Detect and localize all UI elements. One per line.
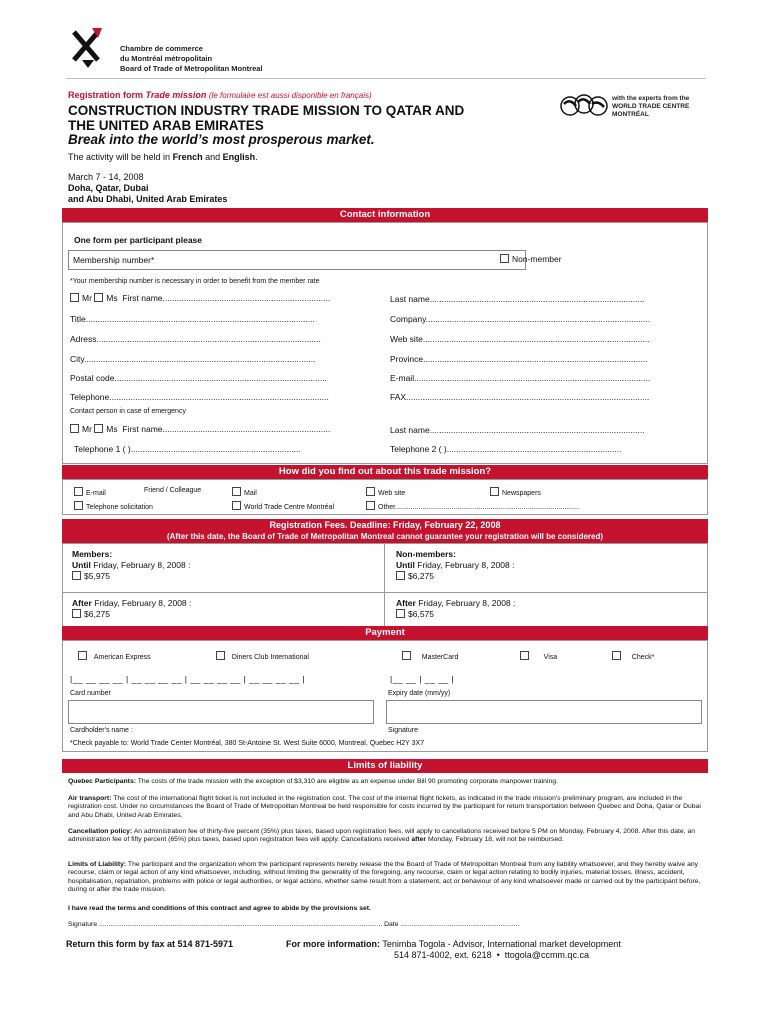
liab-label: Limits of Liability: [68,861,127,868]
membership-label: Membership number* [73,255,155,265]
lang-end: . [255,152,258,162]
address-field[interactable]: Adress............................................................................................... [70,334,321,344]
page-title: CONSTRUCTION INDUSTRY TRADE MISSION TO QATAR AND THE UNITED ARAB EMIRATES [68,103,465,133]
ccmm-logo [68,26,328,78]
members-after-col [72,598,191,620]
newspapers-checkbox[interactable] [490,487,499,496]
nonmembers-early-option[interactable] [396,571,514,582]
until-date: Friday, February 8, 2008 : [93,560,191,570]
ms-label: Ms [106,293,118,303]
page-subtitle: Break into the world’s most prosperous market. [68,132,375,147]
company-field[interactable]: Company............................................................................................... [390,314,651,324]
quebec-participants-para [68,778,704,786]
pay-visa[interactable] [520,651,557,661]
mr-checkbox[interactable] [70,293,79,302]
opt-mail-label: Mail [244,490,257,497]
ms-label-2: Ms [106,424,118,434]
contact-line [394,950,589,960]
mail-checkbox[interactable] [232,487,241,496]
emergency-last-name-field[interactable]: Last name........................................................................................... [390,425,645,435]
header-rule [66,78,706,79]
more-info-text: Tenimba Togola - Advisor, International market development [382,939,621,949]
globe-icon [560,92,608,118]
opt-email-label: E-mail [86,490,106,497]
members-early-checkbox[interactable] [72,571,81,580]
pay-mastercard[interactable] [402,651,458,661]
card-number-field[interactable]: |__ __ __ __ | __ __ __ __ | __ __ __ __ | __ __ __ __ | [70,674,306,684]
one-form-note: One form per participant please [74,235,203,245]
last-name-field[interactable]: Last name........................................................................................... [390,294,645,304]
expiry-field[interactable]: |__ __ | __ __ | [390,674,455,684]
air-text: The cost of the international flight ticket is not included in the registration cost. The cost of the internal flight tickets, as indicated in the trade mission's preliminary program, are included in the registration cost. Under no circumstances the Board of Trade of Metropolitan Montreal be held responsible for costs incurred by the participant for return transportation between Quebec and Doha, Qatar or Dubai and Abu Dhabi, United Arab Emirates. [68,795,701,819]
cardholder-label: Cardholder's name : [70,727,133,734]
pay-check[interactable] [612,651,654,661]
emergency-first-name-field[interactable]: First name....................................................................... [122,424,331,434]
payment-bar: Payment [62,626,708,640]
lang-prefix: The activity will be held in [68,152,171,162]
lang-and: and [205,152,221,162]
registration-line [68,90,372,100]
signature-date-line[interactable]: Signature ...................................................................................................................................................... Date ............................................................... [68,921,520,928]
opt-email[interactable] [74,487,106,497]
cardholder-name-field[interactable] [68,700,374,724]
opt-mail[interactable] [232,487,257,497]
mr-label: Mr [82,293,92,303]
language-note [68,152,258,162]
lang-french: French [172,152,203,162]
liability-para [68,861,704,894]
telephone-2-field[interactable]: Telephone 2 ( ).......................................................................... [390,444,622,454]
mr-label-2: Mr [82,424,92,434]
members-early-price: $5,975 [84,571,110,581]
telephone-field[interactable]: Telephone............................................................................................. [70,392,329,402]
org-line-1: Chambre de commerce [120,44,203,53]
amex-checkbox[interactable] [78,651,87,660]
lang-english: English [222,152,256,162]
pay-amex-label: American Express [93,654,151,661]
reg-prefix: Registration form [68,90,144,100]
contact-bullet: • [496,950,500,960]
event-place-1: Doha, Qatar, Dubai [68,183,149,193]
cancel-label: Cancellation policy: [68,828,133,835]
wtc-line-3: MONTRÉAL [612,111,649,118]
pay-visa-label: Visa [543,654,558,661]
cancel-text-2: Monday, February 18, will not be reimbursed. [427,836,564,844]
org-line-2: du Montréal métropolitain [120,54,213,63]
members-label: Members: [72,549,113,559]
opt-website-label: Web site [378,490,406,497]
opt-telephone-label: Telephone solicitation [86,504,153,511]
visa-checkbox[interactable] [520,651,529,660]
nonmembers-after-col [396,598,515,620]
findout-bar: How did you find out about this trade mission? [62,465,708,479]
wtc-checkbox[interactable] [232,501,241,510]
after-date-2: Friday, February 8, 2008 : [418,598,516,608]
website-field[interactable]: Web site................................................................................................ [390,334,650,344]
liab-text: The participant and the organization whom the participant represents hereby release the the Board of Trade of Metropolitan Montreal from any liability whatsoever, and they hereby waive any recourse, claim or legal action of any kind whatsoever, including, without limiting the generality of the foregoing, any recourse, claim or legal action relating to bodily injuries, material losses, illness, accident, hospitalisation, repatriation, problems with police or legal authorities, or legal actions, whether same result from a statement, act or behaviour of any kind whatsoever made or carried out by the participant before, during or after the trade mission. [68,861,701,893]
after-label-2: After [396,598,416,608]
fees-bar [62,519,708,543]
emergency-label: Contact person in case of emergency [70,408,186,415]
after-date: Friday, February 8, 2008 : [94,598,192,608]
org-line-3: Board of Trade of Metropolitan Montreal [120,64,263,73]
opt-newspapers[interactable] [490,487,541,497]
event-dates [68,172,227,205]
pay-mastercard-label: MasterCard [421,654,459,661]
nonmembers-col [396,549,514,582]
opt-website[interactable] [366,487,405,497]
air-label: Air transport: [68,795,112,802]
first-name-field[interactable]: First name....................................................................... [122,293,331,303]
agree-statement: I have read the terms and conditions of this contract and agree to abide by the provisions set. [68,905,371,912]
nonmembers-early-checkbox[interactable] [396,571,405,580]
members-late-checkbox[interactable] [72,609,81,618]
qp-text: The costs of the trade mission with the exception of $3,310 are eligible as an expense under Bill 90 promoting corporate manpower training. [137,778,558,785]
opt-telephone[interactable] [74,501,153,511]
opt-other-label: Other............................................................................................... [378,504,580,511]
cancellation-para [68,828,704,845]
opt-friend[interactable]: Friend / Colleague [144,487,202,494]
non-member-label: Non-member [512,254,562,264]
city-field[interactable]: City.................................................................................................. [70,354,316,364]
salutation-row-2[interactable] [70,424,330,434]
salutation-row-1[interactable] [70,293,330,303]
check-note: *Check payable to: World Trade Center Montréal, 380 St-Antoine St. West Suite 6000, Montreal, Quebec H2Y 3X7 [70,740,425,747]
title-field[interactable]: Title................................................................................................. [70,314,315,324]
nonmembers-early-price: $6,275 [408,571,434,581]
check-checkbox[interactable] [612,651,621,660]
contact-phone: 514 871-4002, ext. 6218 [394,950,492,960]
members-col [72,549,190,582]
signature-label: Signature [388,727,418,734]
members-late-price: $6,275 [84,609,110,619]
telephone-checkbox[interactable] [74,501,83,510]
more-info [286,939,621,949]
cancel-after: after [411,836,427,844]
ms-checkbox[interactable] [94,293,103,302]
expiry-label: Expiry date (mm/yy) [388,690,451,697]
postal-code-field[interactable]: Postal code.......................................................................................... [70,373,327,383]
qp-label: Quebec Participants: [68,778,136,785]
fees-bar-note: (After this date, the Board of Trade of Metropolitan Montreal cannot guarantee your registration will be considered) [166,532,604,541]
pay-check-label: Check* [631,654,655,661]
card-signature-field[interactable] [386,700,702,724]
opt-wtc[interactable] [232,501,334,511]
contact-email[interactable]: ttogola@ccmm.qc.ca [504,950,589,960]
wtc-line-1: with the experts from the [612,95,690,102]
contact-bar: Contact information [62,208,708,222]
card-number-label: Card number [70,690,111,697]
opt-other[interactable] [366,501,580,511]
until-label-2: Until [396,560,415,570]
email-checkbox[interactable] [74,487,83,496]
ccmm-logo-icon [68,26,112,70]
website-checkbox[interactable] [366,487,375,496]
membership-note: *Your membership number is necessary in order to benefit from the member rate [70,278,320,285]
telephone-1-field[interactable]: Telephone 1 ( )........................................................................ [74,444,301,454]
event-date: March 7 - 14, 2008 [68,172,144,182]
wtc-logo [560,92,710,120]
email-field[interactable]: E-mail.................................................................................................... [390,373,651,383]
non-member-checkbox[interactable] [500,254,509,263]
opt-wtc-label: World Trade Centre Montréal [244,504,335,511]
reg-italic: Trade mission [145,90,207,100]
fees-divider [384,543,385,627]
mr-checkbox-2[interactable] [70,424,79,433]
non-member-option[interactable] [500,254,562,264]
nonmembers-label: Non-members: [396,549,456,559]
fees-bar-title: Registration Fees. Deadline: Friday, February 22, 2008 [269,520,501,530]
after-label: After [72,598,92,608]
diners-checkbox[interactable] [216,651,225,660]
other-checkbox[interactable] [366,501,375,510]
wtc-line-2: WORLD TRADE CENTRE [612,103,690,110]
opt-newspapers-label: Newspapers [502,490,541,497]
pay-diners-label: Diners Club International [231,654,309,661]
nonmembers-late-option[interactable] [396,609,515,620]
members-late-option[interactable] [72,609,191,620]
nonmembers-late-checkbox[interactable] [396,609,405,618]
cancel-text-1: An administration fee of thirty-five percent (35%) plus taxes, based upon registration fees, will apply to cancellations received before 5 PM on Monday, February 4, 2008. After this date, an administration fee of fifty percent (65%) plus taxes, based upon registration fees will apply. Cancellations received [68,828,696,844]
pay-amex[interactable] [78,651,151,661]
return-fax: Return this form by fax at 514 871-5971 [66,939,234,949]
ms-checkbox-2[interactable] [94,424,103,433]
until-label: Until [72,560,91,570]
event-place-2: and Abu Dhabi, United Arab Emirates [68,194,228,204]
until-date-2: Friday, February 8, 2008 : [417,560,515,570]
air-transport-para [68,795,704,820]
members-early-option[interactable] [72,571,190,582]
province-field[interactable]: Province............................................................................................... [390,354,648,364]
fees-hdivider [62,592,708,593]
more-info-label: For more information: [286,939,380,949]
nonmembers-late-price: $6,575 [408,609,434,619]
limits-bar: Limits of liability [62,759,708,773]
pay-diners[interactable] [216,651,309,661]
reg-french-note: (le formulaire est aussi disponible en français) [208,91,372,100]
mastercard-checkbox[interactable] [402,651,411,660]
fax-field[interactable]: FAX....................................................................................................... [390,392,650,402]
